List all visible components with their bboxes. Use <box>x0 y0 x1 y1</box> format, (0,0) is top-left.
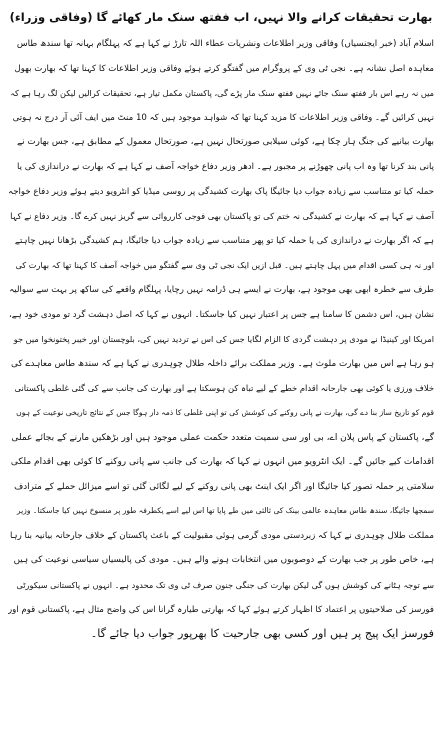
article-headline: بھارت تحقیقات کرانے والا نہیں، اب ففتھ سنک مار کھائے گا (وفاقی وزراء) <box>9 10 433 24</box>
article-line: نہیں کرائیں گے۔ وفاقی وزیر اطلاعات کا مزید کہنا تھا کہ شواہد موجود ہیں کہ 10 منٹ میں ایف آئی آر درج نہ ہوتی <box>12 112 434 123</box>
article-line: پانی بند کرنا تھا وہ اب پانی چھوڑنے پر مجبور ہے۔ ادھر وزیر دفاع خواجہ آصف نے کہا ہے کہ بھارت نے دراندازی کی یا <box>16 161 434 172</box>
article-line: گے، پاکستان کے پاس پلان اے، بی اور سی سمیت متعدد حکمت عملی موجود ہیں اور بڑھکیں مارنے کے بجائے عملی <box>11 432 434 443</box>
article-line: حملہ کیا تو متناسب سے زیادہ جواب دیا جائیگا پاک بھارت کشیدگی پر روسی میڈیا کو انٹرویو دیتے ہوئے وزیر دفاع خواجہ <box>8 186 434 197</box>
article-line: مملکت طلال چوہدری نے کہا کہ زبردستی مودی گرمی ہوئی مقبولیت کے باعث پاکستان کے خلاف جارحانہ بیانیہ بنا رہا <box>9 530 434 541</box>
article-line: قوم کو تاریخ ساز بنا دے گی، بھارت نے پانی روکنے کی کوشش کی تو اپنی غلطی کا ذمہ دار ہوگا جس کے نتائج تاریخی نوعیت کے ہوں <box>16 407 434 417</box>
article-line: سمجھا جائیگا، سندھ طاس معاہدہ عالمی بینک کی ثالثی میں طے پایا تھا اس لیے اسے یکطرفہ طور پر منسوخ نہیں کیا جاسکتا۔ وزیر <box>16 506 434 516</box>
article-line: فورسز ایک پیج پر ہیں اور کسی بھی جارحیت کا بھرپور جواب دیا جائے گا۔ <box>90 627 434 641</box>
article-line: خلاف ورزی یا کوئی بھی جارحانہ اقدام خطے کے لیے تباہ کن ہوسکتا ہے اور بھارت کی جانب سے کی گئی غلطی پاکستانی <box>14 383 434 394</box>
article-line: ہے، خاص طور پر جب بھارت کے دوصوبوں میں انتخابات ہونے والے ہیں۔ مودی کی پالیسیاں سیاسی نوعیت کی ہیں <box>13 555 434 566</box>
article-line: نشان ہیں، اس دشمن کا سامنا ہے جس پر اعتبار نہیں کیا جاسکتا۔ انہوں نے کہا کہ اصل دہشت گرد تو مودی خود ہے، <box>9 309 434 320</box>
article-line: بھارت بیانیے کی جنگ ہار چکا ہے، کوئی سیلابی صورتحال نہیں ہے، صورتحال معمول کے مطابق ہے، جس بھارت نے <box>17 137 434 148</box>
article-body <box>8 32 434 647</box>
article-line: ہے کہ اگر بھارت نے دراندازی کی یا حملہ کیا تو پھر متناسب سے زیادہ جواب دیا جائیگا، ہم کشیدگی بڑھانا نہیں چاہتے <box>14 235 434 246</box>
article-line: فورسز کی صلاحیتوں پر اعتماد کا اظہار کرتے ہوئے کہا کہ بھارتی طیارہ گرانا اس کی واضح مثال ہے، پاکستانی قوم اور <box>8 604 434 615</box>
article-line: معاہدہ اصل نشانہ ہے۔ نجی ٹی وی کے پروگرام میں گفتگو کرتے ہوئے وفاقی وزیر اطلاعات کا کہنا تھا کہ بھارت بھول <box>14 63 434 74</box>
article-line: اور نہ ہی کسی اقدام میں پہل چاہتے ہیں۔ قبل ازیں ایک نجی ٹی وی سے گفتگو میں خواجہ آصف کا کہنا تھا کہ بھارت کی <box>15 260 434 271</box>
article-line: اسلام آباد (خبر ایجنسیاں) وفاقی وزیر اطلاعات ونشریات عطاء اللہ تارڑ نے کہا ہے کہ پہلگام بہانہ تھا سندھ طاس <box>16 39 434 49</box>
article-line: سے توجہ ہٹانے کی کوشش ہوں گی لیکن بھارت کی جنگی جنون صرف ٹی وی تک محدود ہے۔ انہوں نے پاکستانی سیکورٹی <box>16 580 434 591</box>
article-line: ہو رہا ہے اس میں بھارت ملوث ہے۔ وزیر مملکت برائے داخلہ طلال چوہدری نے کہا ہے کہ سندھ طاس معاہدے کی <box>11 358 434 369</box>
article-line: طرف سے خطرہ ابھی بھی موجود ہے، بھارت نے ایسے ہی ڈرامہ نہیں رچایا، پہلگام واقعے کی ساکھ پر بہت سے سوالیہ <box>9 284 434 295</box>
article-line: سلامتی پر حملہ تصور کیا جائیگا اور اگر ایک اینٹ بھی پانی روکنے کے لیے لگائی گئی تو اسے میزائل حملے کے مترادف <box>14 481 434 492</box>
article-line: میں نہ رہے اس بار ففتھ سنک جائے نہیں ففتھ سنک مار پڑے گی، پاکستان مکمل تیار ہے، تحقیقات کرالیں لیکن لگ رہا ہے کہ <box>10 88 434 99</box>
article-line: آصف نے کہا ہے کہ بھارت نے کشیدگی نہ ختم کی تو پاکستان بھی فوجی کارروائی سے گریز نہیں کرے گا۔ وزیر دفاع نے کہا <box>10 211 434 222</box>
article-line: امریکا اور کینیڈا نے مودی پر دہشت گردی کا الزام لگایا جس کی اس نے تردید نہیں کی، بلوچستان اور خیبر پختونخوا میں جو <box>13 334 434 345</box>
article-line: اقدامات کیے جائیں گے۔ ایک انٹرویو میں انہوں نے کہا کہ بھارت کی جانب سے پانی روکنے کا کوئی بھی اقدام ملکی <box>10 457 434 468</box>
